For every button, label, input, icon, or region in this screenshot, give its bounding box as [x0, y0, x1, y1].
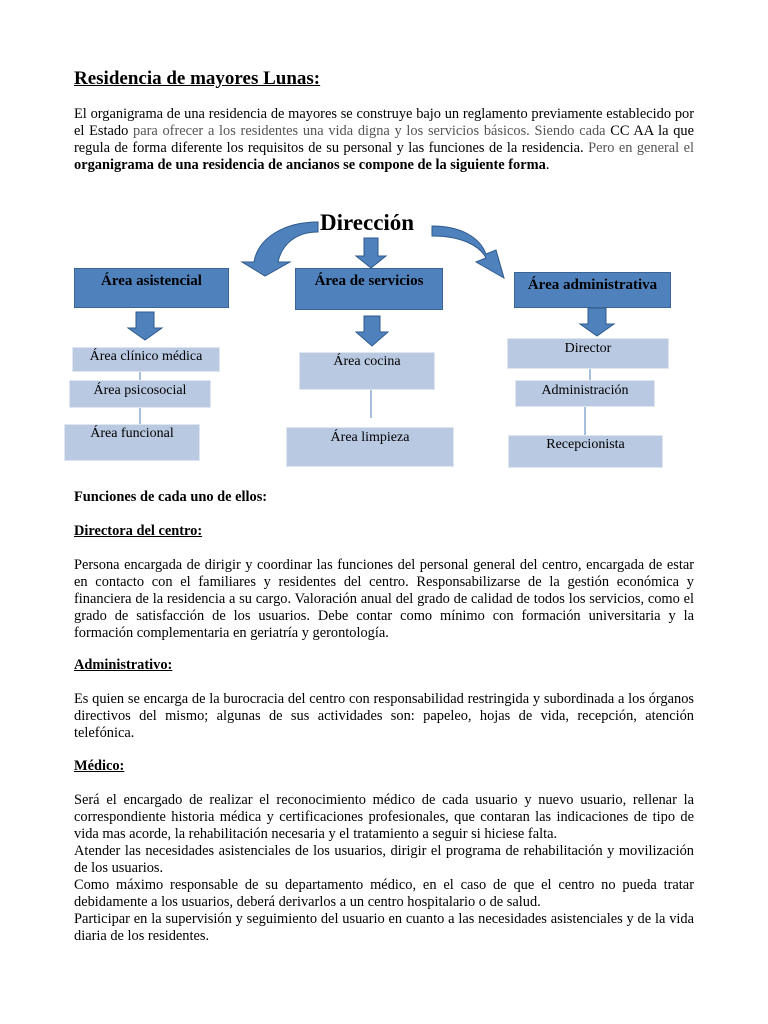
functions-heading: Funciones de cada uno de ellos:	[74, 489, 268, 505]
intro-part-2: para ofrecer a los residentes una vida digna y los servicios básicos. Siendo cada	[133, 123, 606, 139]
org-chart-connectors	[0, 0, 768, 480]
area-funcional-box: Área funcional	[64, 424, 200, 461]
medico-paragraph: Como máximo responsable de su departamento médico, en el caso de que el centro no pueda tratar debidamente a los usuarios, deberá derivarlos a un centro hospitalario o de salud.	[74, 877, 694, 910]
recepcionista-box: Recepcionista	[508, 435, 663, 468]
intro-part-5: organigrama de una residencia de ancianos se compone de la siguiente forma	[74, 157, 546, 173]
area-limpieza-box: Área limpieza	[286, 427, 454, 467]
director-box: Director	[507, 338, 669, 369]
down-arrow-icon	[580, 308, 614, 336]
intro-part-1: El organigrama de una residencia de mayores se construye bajo un reglamento previamente establecido por el Estado	[74, 106, 694, 139]
medico-paragraph: Participar en la supervisión y seguimiento del usuario en cuanto a las necesidades asistenciales y de la vida diaria de los residentes.	[74, 911, 694, 944]
medico-heading: Médico:	[74, 758, 125, 774]
intro-part-4: Pero en general el	[583, 140, 694, 156]
administrativo-text: Es quien se encarga de la burocracia del centro con responsabilidad restringida y subordinada a los órganos directivos del mismo; algunas de sus actividades son: papeleo, hojas de vida, recepción, atención telefónica.	[74, 691, 694, 741]
medico-paragraph: Atender las necesidades asistenciales de los usuarios, dirigir el programa de rehabilitación y movilización de los usuarios.	[74, 843, 694, 876]
area-psicosocial-box: Área psicosocial	[69, 380, 211, 408]
administrativo-heading: Administrativo:	[74, 657, 173, 673]
administracion-box: Administración	[515, 380, 655, 407]
page-title: Residencia de mayores Lunas:	[74, 68, 321, 89]
area-administrativa-box: Área administrativa	[514, 272, 671, 308]
down-arrow-icon	[356, 316, 388, 346]
directora-heading: Directora del centro:	[74, 523, 203, 539]
area-asistencial-box: Área asistencial	[74, 268, 229, 308]
medico-body	[74, 792, 694, 945]
directora-text: Persona encargada de dirigir y coordinar las funciones del personal general del centro, encargada de estar en contacto con el familiares y residentes del centro. Responsabilizarse de la gestión económica y financiera de la residencia a su cargo. Valoración anual del grado de calidad de todos los servicios, como el grado de satisfacción de los usuarios. Debe contar como mínimo con formación universitaria y la formación complementaria en geriatría y gerontología.	[74, 557, 694, 641]
area-servicios-box: Área de servicios	[295, 268, 443, 310]
org-top-direccion: Dirección	[320, 210, 415, 235]
down-arrow-icon	[356, 238, 386, 268]
intro-part-6: .	[545, 157, 550, 173]
area-cocina-box: Área cocina	[299, 352, 435, 390]
intro-part-3: CC AA la que regula de forma diferente los requisitos de su personal y las funciones de la residencia.	[74, 123, 695, 156]
down-arrow-icon	[128, 312, 162, 340]
medico-paragraph: Será el encargado de realizar el reconocimiento médico de cada usuario y nuevo usuario, rellenar la correspondiente historia médica y certificaciones profesionales, que contaran las indicaciones de tipo de vida mas acorde, la rehabilitación necesaria y el tratamiento a seguir si hiciese falta.	[74, 792, 694, 842]
area-clinico-medica-box: Área clínico médica	[72, 347, 220, 372]
